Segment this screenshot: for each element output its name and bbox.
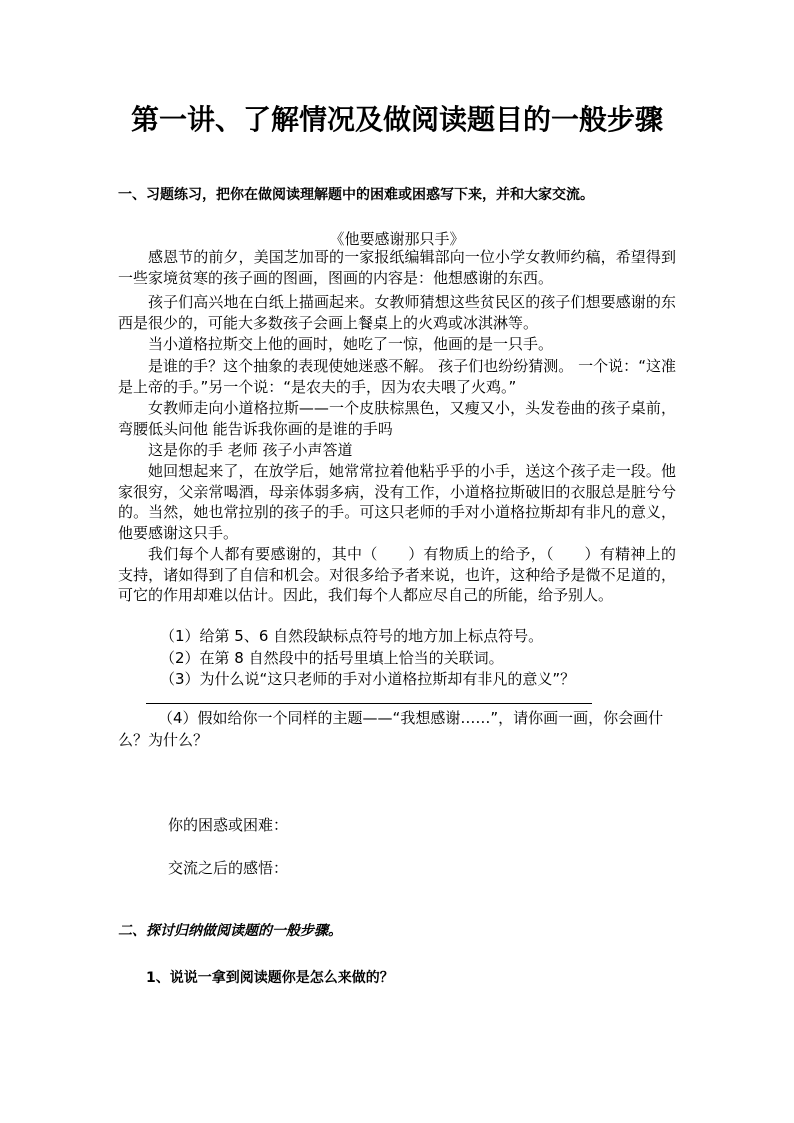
story-paragraph-7: 她回想起来了，在放学后，她常常拉着他粘乎乎的小手，送这个孩子走一段。他家很穷，父亲常喝酒，母亲体弱多病，没有工作，小道格拉斯破旧的衣服总是脏兮兮的。当然，她也常拉别的孩子的手。可这只老师的手对小道格拉斯却有非凡的意义，他要感谢这只手。 — [118, 462, 676, 542]
section-2-heading: 二、探讨归纳做阅读题的一般步骤。 — [118, 923, 342, 939]
question-4: （4）假如给你一个同样的主题——“我想感谢……”，请你画一画，你会画什么？为什么？ — [118, 709, 664, 749]
confusion-label: 你的困惑或困难： — [168, 816, 289, 834]
section-2-question-1: 1、说说一拿到阅读题你是怎么来做的？ — [146, 970, 394, 986]
story-paragraph-5: 女教师走向小道格拉斯——一个皮肤棕黑色，又瘦又小，头发卷曲的孩子桌前，弯腰低头问他 能告诉我你画的是谁的手吗 — [118, 399, 676, 438]
section-1-heading: 一、习题练习，把你在做阅读理解题中的困难或困惑写下来，并和大家交流。 — [118, 187, 594, 203]
story-paragraph-6: 这是你的手 老师 孩子小声答道 — [148, 441, 353, 459]
story-paragraph-4: 是谁的手？这个抽象的表现使她迷惑不解。 孩子们也纷纷猜测。 一个说：“这准是上帝的手。”另一个说：“是农夫的手，因为农夫喂了火鸡。” — [118, 357, 676, 396]
story-paragraph-8: 我们每个人都有要感谢的，其中（ ）有物质上的给予，（ ）有精神上的支持，诸如得到了自信和机会。对很多给予者来说，也许，这种给予是微不足道的，可它的作用却难以估计。因此，我们每个人都应尽自己的所能，给予别人。 — [118, 545, 676, 604]
story-title: 《他要感谢那只手》 — [329, 230, 465, 248]
story-paragraph-1: 感恩节的前夕，美国芝加哥的一家报纸编辑部向一位小学女教师约稿，希望得到一些家境贫寒的孩子画的图画，图画的内容是：他想感谢的东西。 — [118, 248, 676, 287]
story-paragraph-3: 当小道格拉斯交上他的画时，她吃了一惊，他画的是一只手。 — [148, 335, 554, 353]
question-1: （1）给第 5、6 自然段缺标点符号的地方加上标点符号。 — [160, 627, 544, 645]
question-2: （2）在第 8 自然段中的括号里填上恰当的关联词。 — [160, 649, 504, 667]
feeling-label: 交流之后的感悟： — [168, 859, 289, 877]
question-3: （3）为什么说“这只老师的手对小道格拉斯却有非凡的意义”？ — [160, 670, 576, 688]
answer-line — [146, 703, 592, 704]
page-title: 第一讲、了解情况及做阅读题目的一般步骤 — [130, 103, 663, 136]
story-paragraph-2: 孩子们高兴地在白纸上描画起来。女教师猜想这些贫民区的孩子们想要感谢的东西是很少的，可能大多数孩子会画上餐桌上的火鸡或冰淇淋等。 — [118, 293, 676, 332]
